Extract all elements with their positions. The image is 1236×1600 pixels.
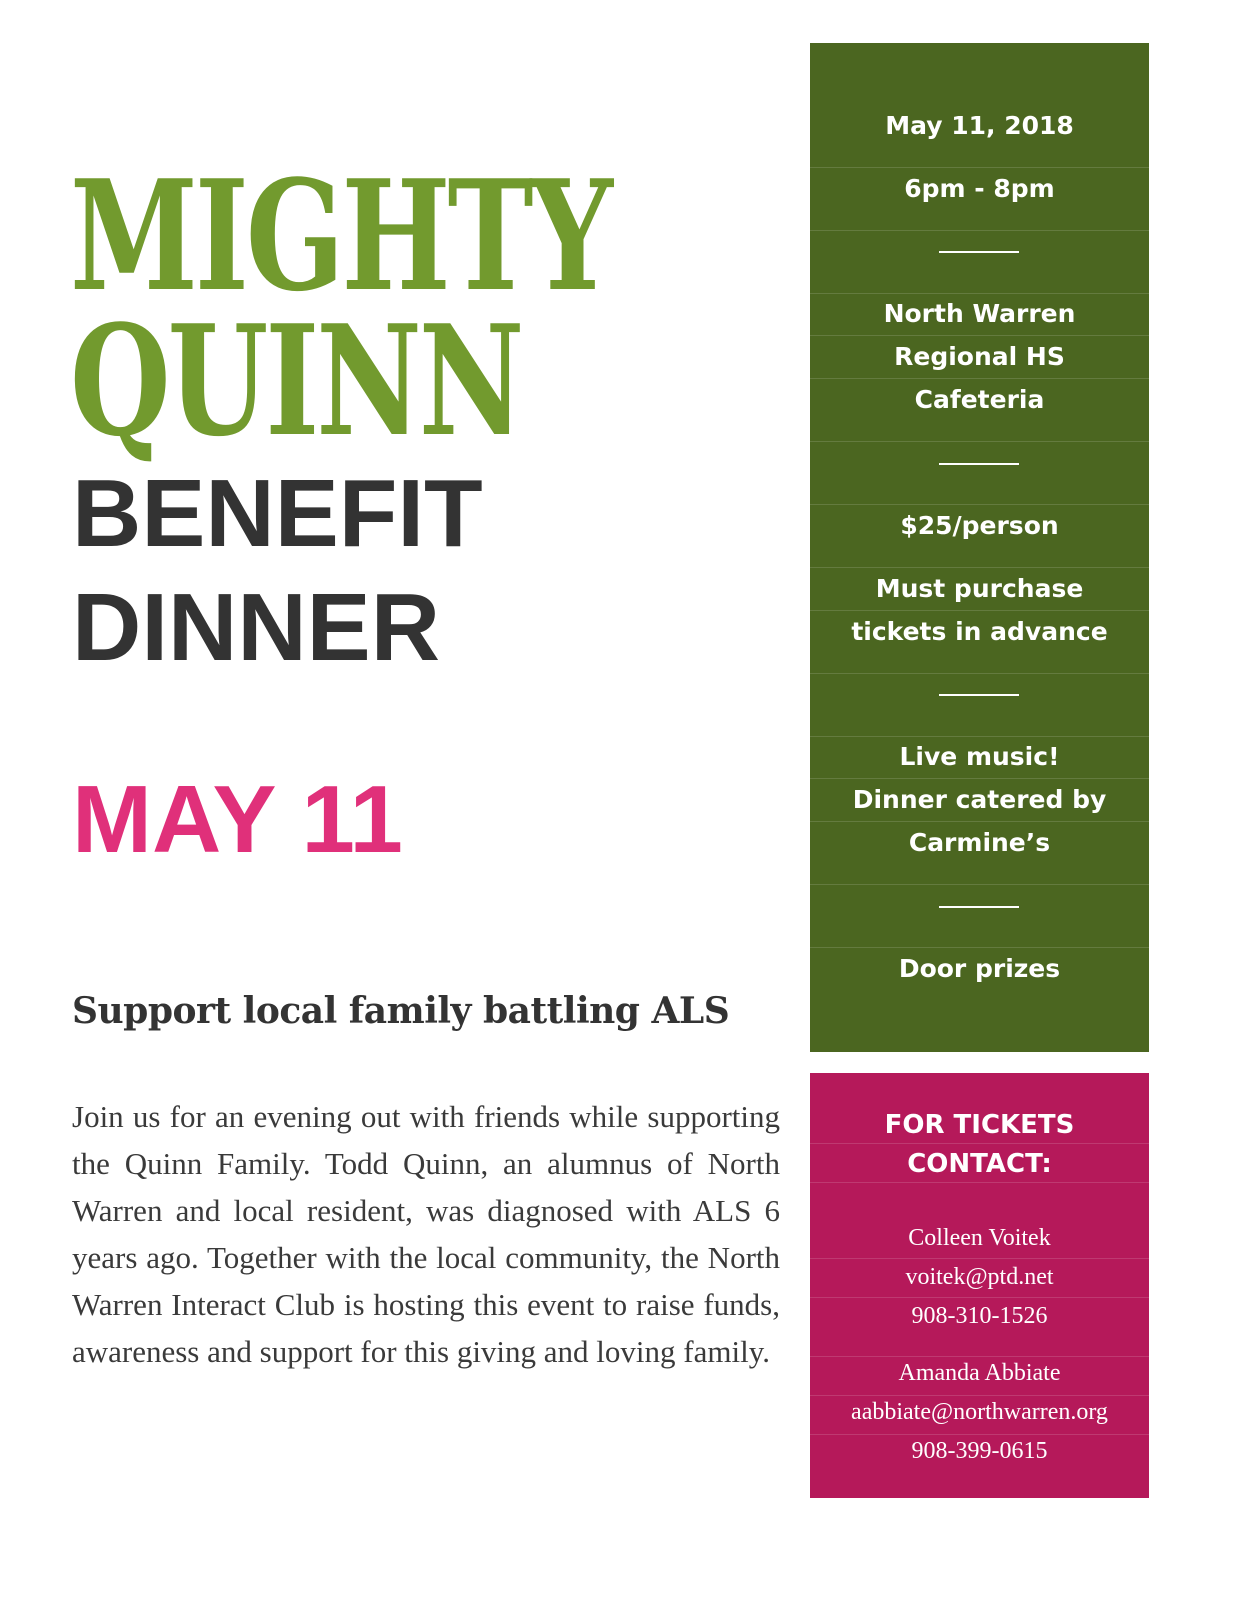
separator-rule (939, 694, 1019, 696)
row-divider (810, 293, 1149, 294)
row-divider (810, 378, 1149, 379)
event-location-line2: Regional HS (894, 342, 1065, 371)
event-details-box (810, 43, 1149, 1052)
ticket-contact-box (810, 1073, 1149, 1498)
row-divider (810, 504, 1149, 505)
contact-email[interactable]: aabbiate@northwarren.org (851, 1399, 1108, 1425)
event-extras-line1: Live music! (899, 742, 1060, 771)
separator-rule (939, 463, 1019, 465)
separator-rule (939, 251, 1019, 253)
row-divider (810, 1356, 1149, 1357)
contact-name: Colleen Voitek (908, 1225, 1051, 1251)
event-time: 6pm - 8pm (904, 174, 1055, 203)
row-divider (810, 884, 1149, 885)
contact-name: Amanda Abbiate (898, 1360, 1061, 1386)
row-divider (810, 1182, 1149, 1183)
row-divider (810, 230, 1149, 231)
row-divider (810, 1143, 1149, 1144)
title-benefit: BENEFIT (72, 460, 483, 567)
event-location-line1: North Warren (883, 299, 1076, 328)
contact-phone[interactable]: 908-310-1526 (911, 1303, 1048, 1329)
contact-phone[interactable]: 908-399-0615 (911, 1438, 1048, 1464)
row-divider (810, 1395, 1149, 1396)
row-divider (810, 610, 1149, 611)
event-door-prizes: Door prizes (898, 954, 1061, 983)
tickets-heading-line1: FOR TICKETS (884, 1110, 1075, 1140)
event-location-line3: Cafeteria (914, 385, 1045, 414)
event-date-large: MAY 11 (72, 766, 403, 873)
row-divider (810, 821, 1149, 822)
title-dinner: DINNER (72, 574, 441, 681)
row-divider (810, 673, 1149, 674)
event-date: May 11, 2018 (885, 111, 1074, 140)
separator-rule (939, 906, 1019, 908)
row-divider (810, 947, 1149, 948)
row-divider (810, 167, 1149, 168)
event-advance-line2: tickets in advance (851, 617, 1108, 646)
event-price: $25/person (900, 511, 1059, 540)
row-divider (810, 1258, 1149, 1259)
body-paragraph: Join us for an evening out with friends while supporting the Quinn Family. Todd Quinn, an alumnus of North Warren and local resident, was diagnosed with ALS 6 years ago. Together with the local community, the North Warren Interact Club is hosting this event to raise funds, awareness and support for this giving and loving family. (72, 1099, 780, 1369)
row-divider (810, 736, 1149, 737)
row-divider (810, 1297, 1149, 1298)
row-divider (810, 441, 1149, 442)
row-divider (810, 1434, 1149, 1435)
event-extras-line2: Dinner catered by (852, 785, 1107, 814)
title-mighty: MIGHTY (70, 146, 610, 325)
row-divider (810, 567, 1149, 568)
event-advance-line1: Must purchase (875, 574, 1084, 603)
title-quinn: QUINN (70, 291, 522, 470)
row-divider (810, 335, 1149, 336)
contact-email[interactable]: voitek@ptd.net (905, 1264, 1054, 1290)
event-extras-line3: Carmine’s (908, 828, 1051, 857)
row-divider (810, 778, 1149, 779)
subheading: Support local family battling ALS (72, 990, 730, 1032)
tickets-heading-line2: CONTACT: (907, 1149, 1052, 1179)
